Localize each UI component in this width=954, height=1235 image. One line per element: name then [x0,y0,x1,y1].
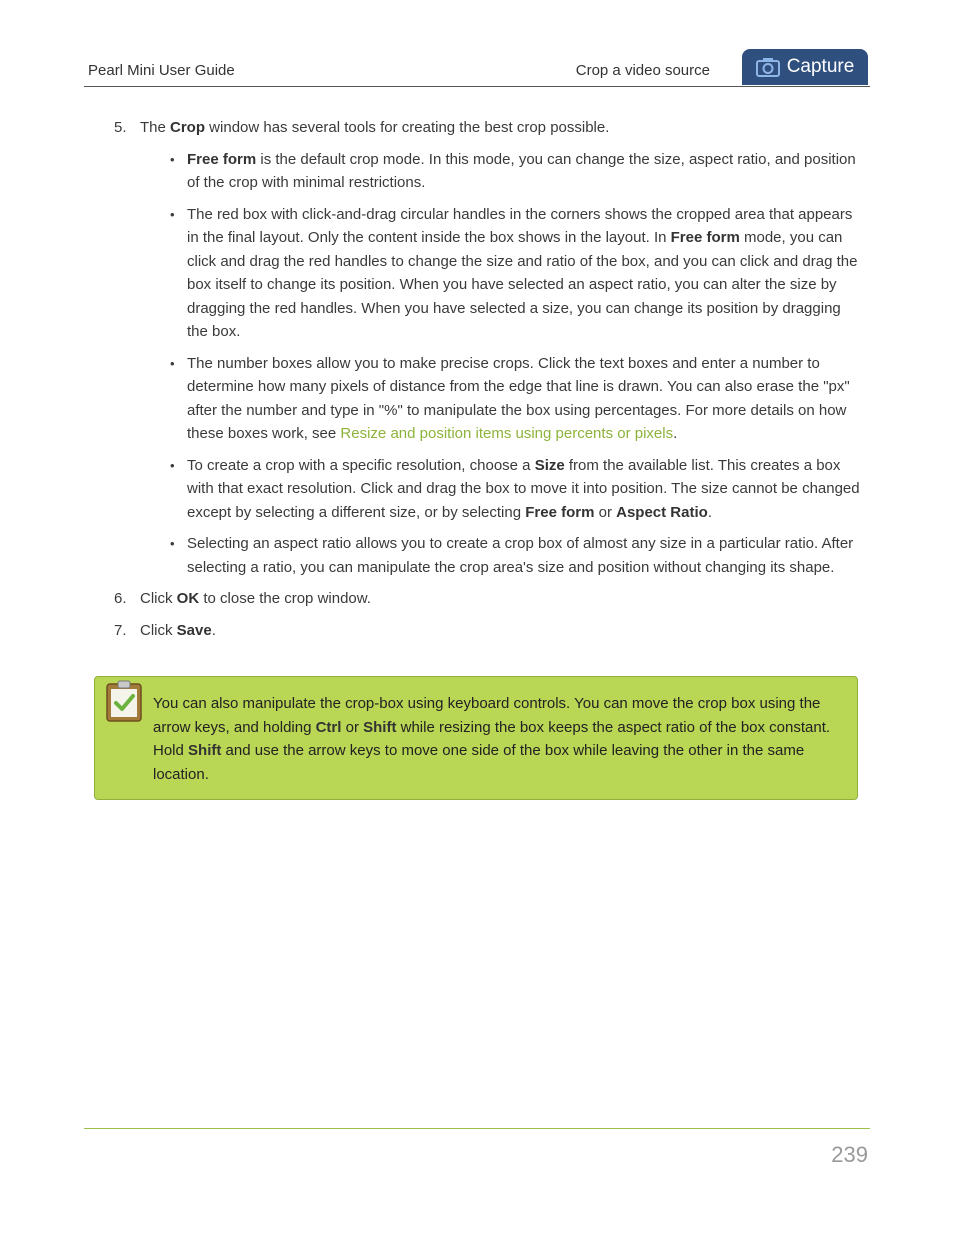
main-content [112,116,862,650]
header-title: Pearl Mini User Guide [88,62,235,79]
bullet-icon [170,203,175,227]
item-text: The red box with click-and-drag circular handles in the corners shows the cropped area that appears in the final layout. Only the content inside the box shows in the layout. In [187,205,853,246]
step-5 [112,116,862,140]
list-item [112,454,862,525]
capture-tab [742,49,868,85]
step-text: Click [140,590,177,607]
camera-icon [756,57,780,77]
bold-term: Free form [670,229,740,246]
footer-rule [84,1128,870,1129]
capture-tab-label: Capture [786,56,855,77]
bold-term: Aspect Ratio [616,503,708,521]
step-7 [112,619,862,643]
step-bold: Save [176,621,212,639]
key-ctrl: Ctrl [315,718,342,736]
bold-term: Size [534,456,565,474]
list-item [112,352,862,446]
item-text: Selecting an aspect ratio allows you to create a crop box of almost any size in a particular ratio. After selecting a ratio, you can manipulate the crop area's size and position without changing its shape. [187,535,854,576]
step-text: . [211,621,216,639]
bold-term: Free form [187,150,257,168]
step-number: 7. [114,621,127,639]
step-text: to close the crop window. [199,590,371,607]
bullet-icon [170,532,175,556]
header-rule [84,86,870,87]
step-number: 6. [114,590,127,607]
step-text: The [140,119,171,136]
bullet-icon [170,148,175,172]
list-item [112,148,862,195]
header-section: Crop a video source [575,62,710,79]
item-text: . [707,503,712,521]
crop-tools-list [112,148,862,580]
step-number: 5. [114,119,127,136]
item-text: or [594,503,617,521]
step-text: window has several tools for creating the best crop possible. [205,119,610,136]
clipboard-check-icon [105,679,143,728]
resize-position-link[interactable]: Resize and position items using percents or pixels [340,425,674,442]
item-text: The number boxes allow you to make precise crops. Click the text boxes and enter a number to determine how many pixels of distance from the edge that line is drawn. You can also erase the "px" after the number and type in "%" to manipulate the box using percentages. For more details on how these boxes work, see [187,354,850,442]
note-text [153,692,843,786]
item-text: To create a crop with a specific resolution, choose a [187,456,535,474]
tip-note [94,676,858,800]
item-text: mode, you can click and drag the red handles to change the size and ratio of the box, and you can click and drag the box itself to change its position. When you have selected an aspect ratio, you can alter the size by dragging the red handles. When you have selected a size, you can change its position by dragging the box. [187,229,858,340]
key-shift: Shift [188,742,222,759]
note-fragment: while resizing the box keeps the aspect ratio of the box constant. Hold [153,718,831,759]
key-shift: Shift [363,718,397,736]
note-fragment: You can also manipulate the crop-box using keyboard controls. You can move the crop box using the arrow keys, and holding [153,695,821,736]
note-fragment: and use the arrow keys to move one side of the box while leaving the other in the same location. [153,742,805,783]
list-item [112,203,862,344]
note-fragment: or [341,718,364,736]
item-text: from the available list. This creates a box with that exact resolution. Click and drag the box to move it into position. The size cannot be changed except by selecting a different size, or by selecting [187,456,860,521]
step-bold: OK [176,590,200,607]
item-text: . [673,425,678,442]
step-bold: Crop [170,119,206,136]
step-6 [112,587,862,611]
step-text: Click [140,621,177,639]
bullet-icon [170,352,175,376]
bullet-icon [170,454,175,478]
item-text: is the default crop mode. In this mode, you can change the size, aspect ratio, and position of the crop with minimal restrictions. [187,150,856,191]
bold-term: Free form [525,503,595,521]
list-item [112,532,862,579]
page-number: 239 [831,1142,868,1167]
